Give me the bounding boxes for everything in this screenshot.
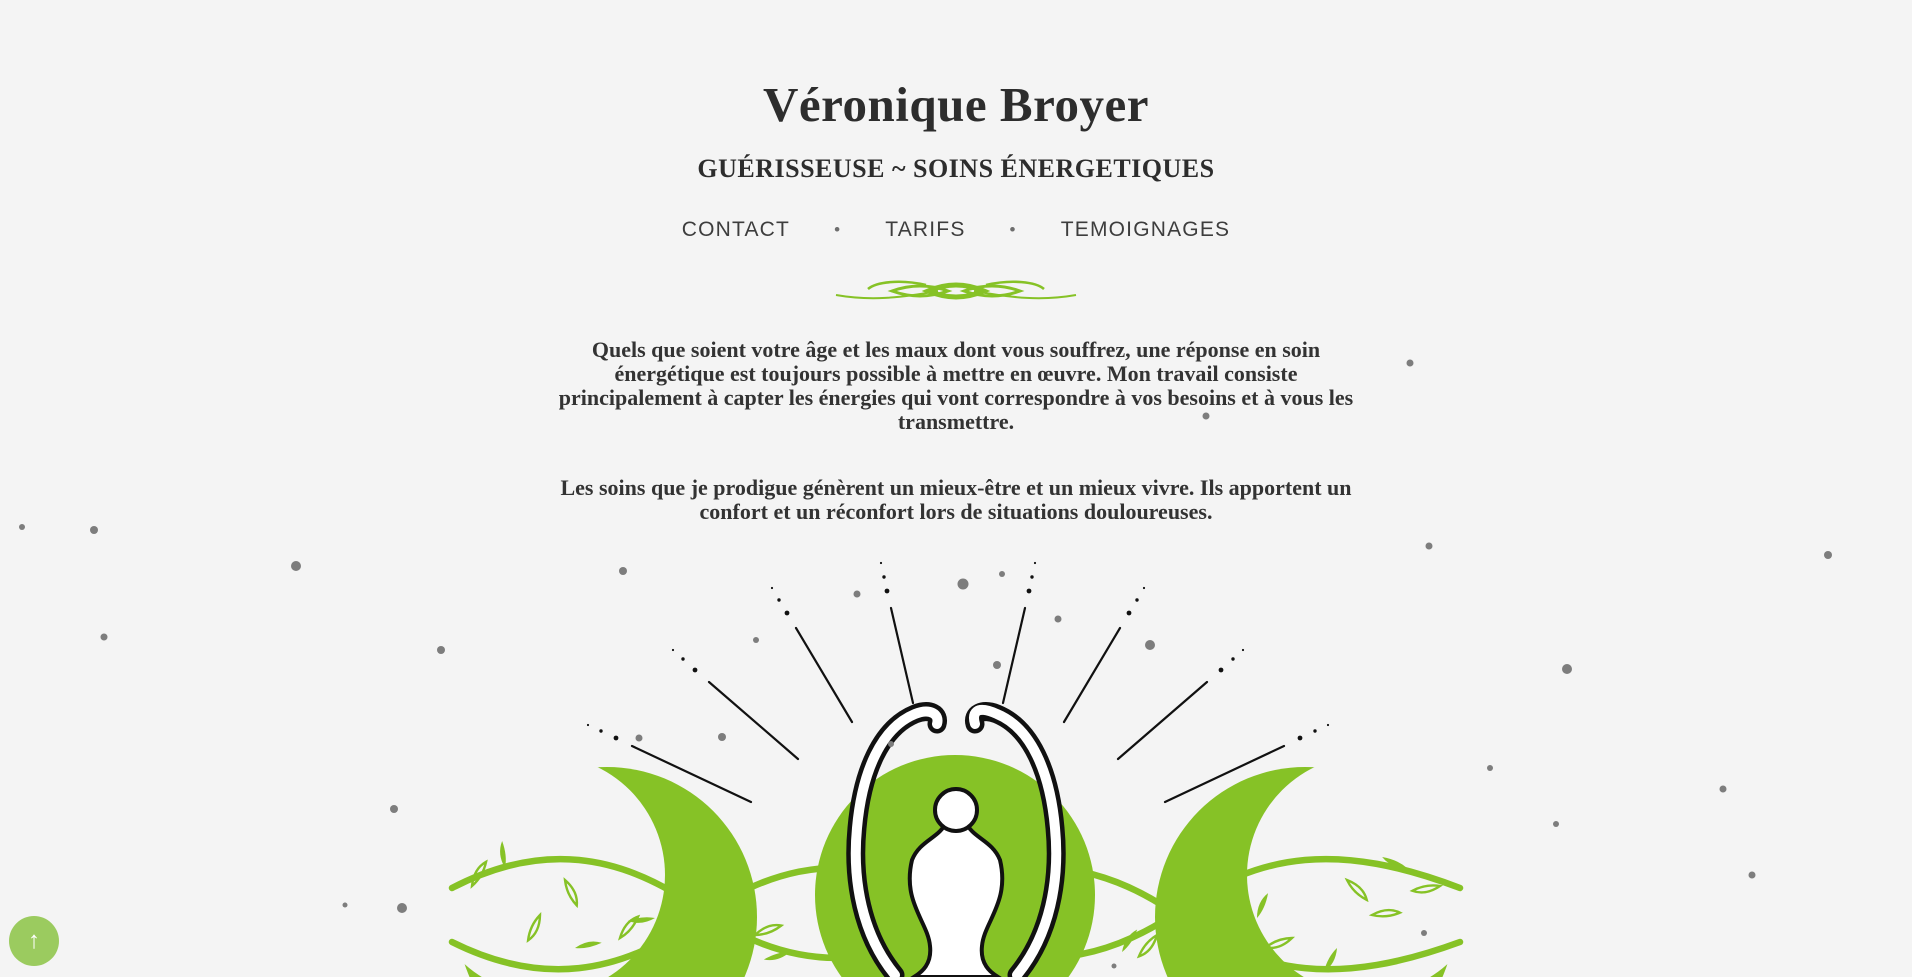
intro-paragraph-2: Les soins que je prodigue génèrent un mieux-être et un mieux vivre. Ils apportent un confort et un réconfort lors de situations douloureuses. xyxy=(560,475,1352,524)
left-crescent-moon xyxy=(457,767,757,977)
page-title: Véronique Broyer xyxy=(763,77,1149,132)
nav-separator-dot: • xyxy=(1009,220,1017,239)
ornamental-divider xyxy=(0,278,1912,309)
intro-paragraph-1: Quels que soient votre âge et les maux dont vous souffrez, une réponse en soin énergétique est toujours possible à mettre en œuvre. Mon travail consiste principalement à capter les énergies qui vont correspondre à vos besoins et à vous les transmettre. xyxy=(558,337,1354,434)
nav-link-contact[interactable]: CONTACT xyxy=(681,218,791,241)
nav-link-tarifs[interactable]: TARIFS xyxy=(885,218,966,241)
ray-dot-trails xyxy=(587,562,1329,740)
nav-separator-dot: • xyxy=(834,220,842,239)
back-to-top-button[interactable]: ↑ xyxy=(9,916,59,966)
page-subtitle: GUÉRISSEUSE ~ SOINS ÉNERGETIQUES xyxy=(697,154,1215,183)
main-nav xyxy=(0,218,1912,242)
knot-divider-icon xyxy=(834,278,1078,304)
right-crescent-moon xyxy=(1155,767,1455,977)
nav-link-temoignages[interactable]: TEMOIGNAGES xyxy=(1060,218,1231,241)
goddess-head xyxy=(935,789,977,831)
intro-text xyxy=(556,338,1356,524)
triple-moon-goddess-illustration xyxy=(0,560,1912,977)
